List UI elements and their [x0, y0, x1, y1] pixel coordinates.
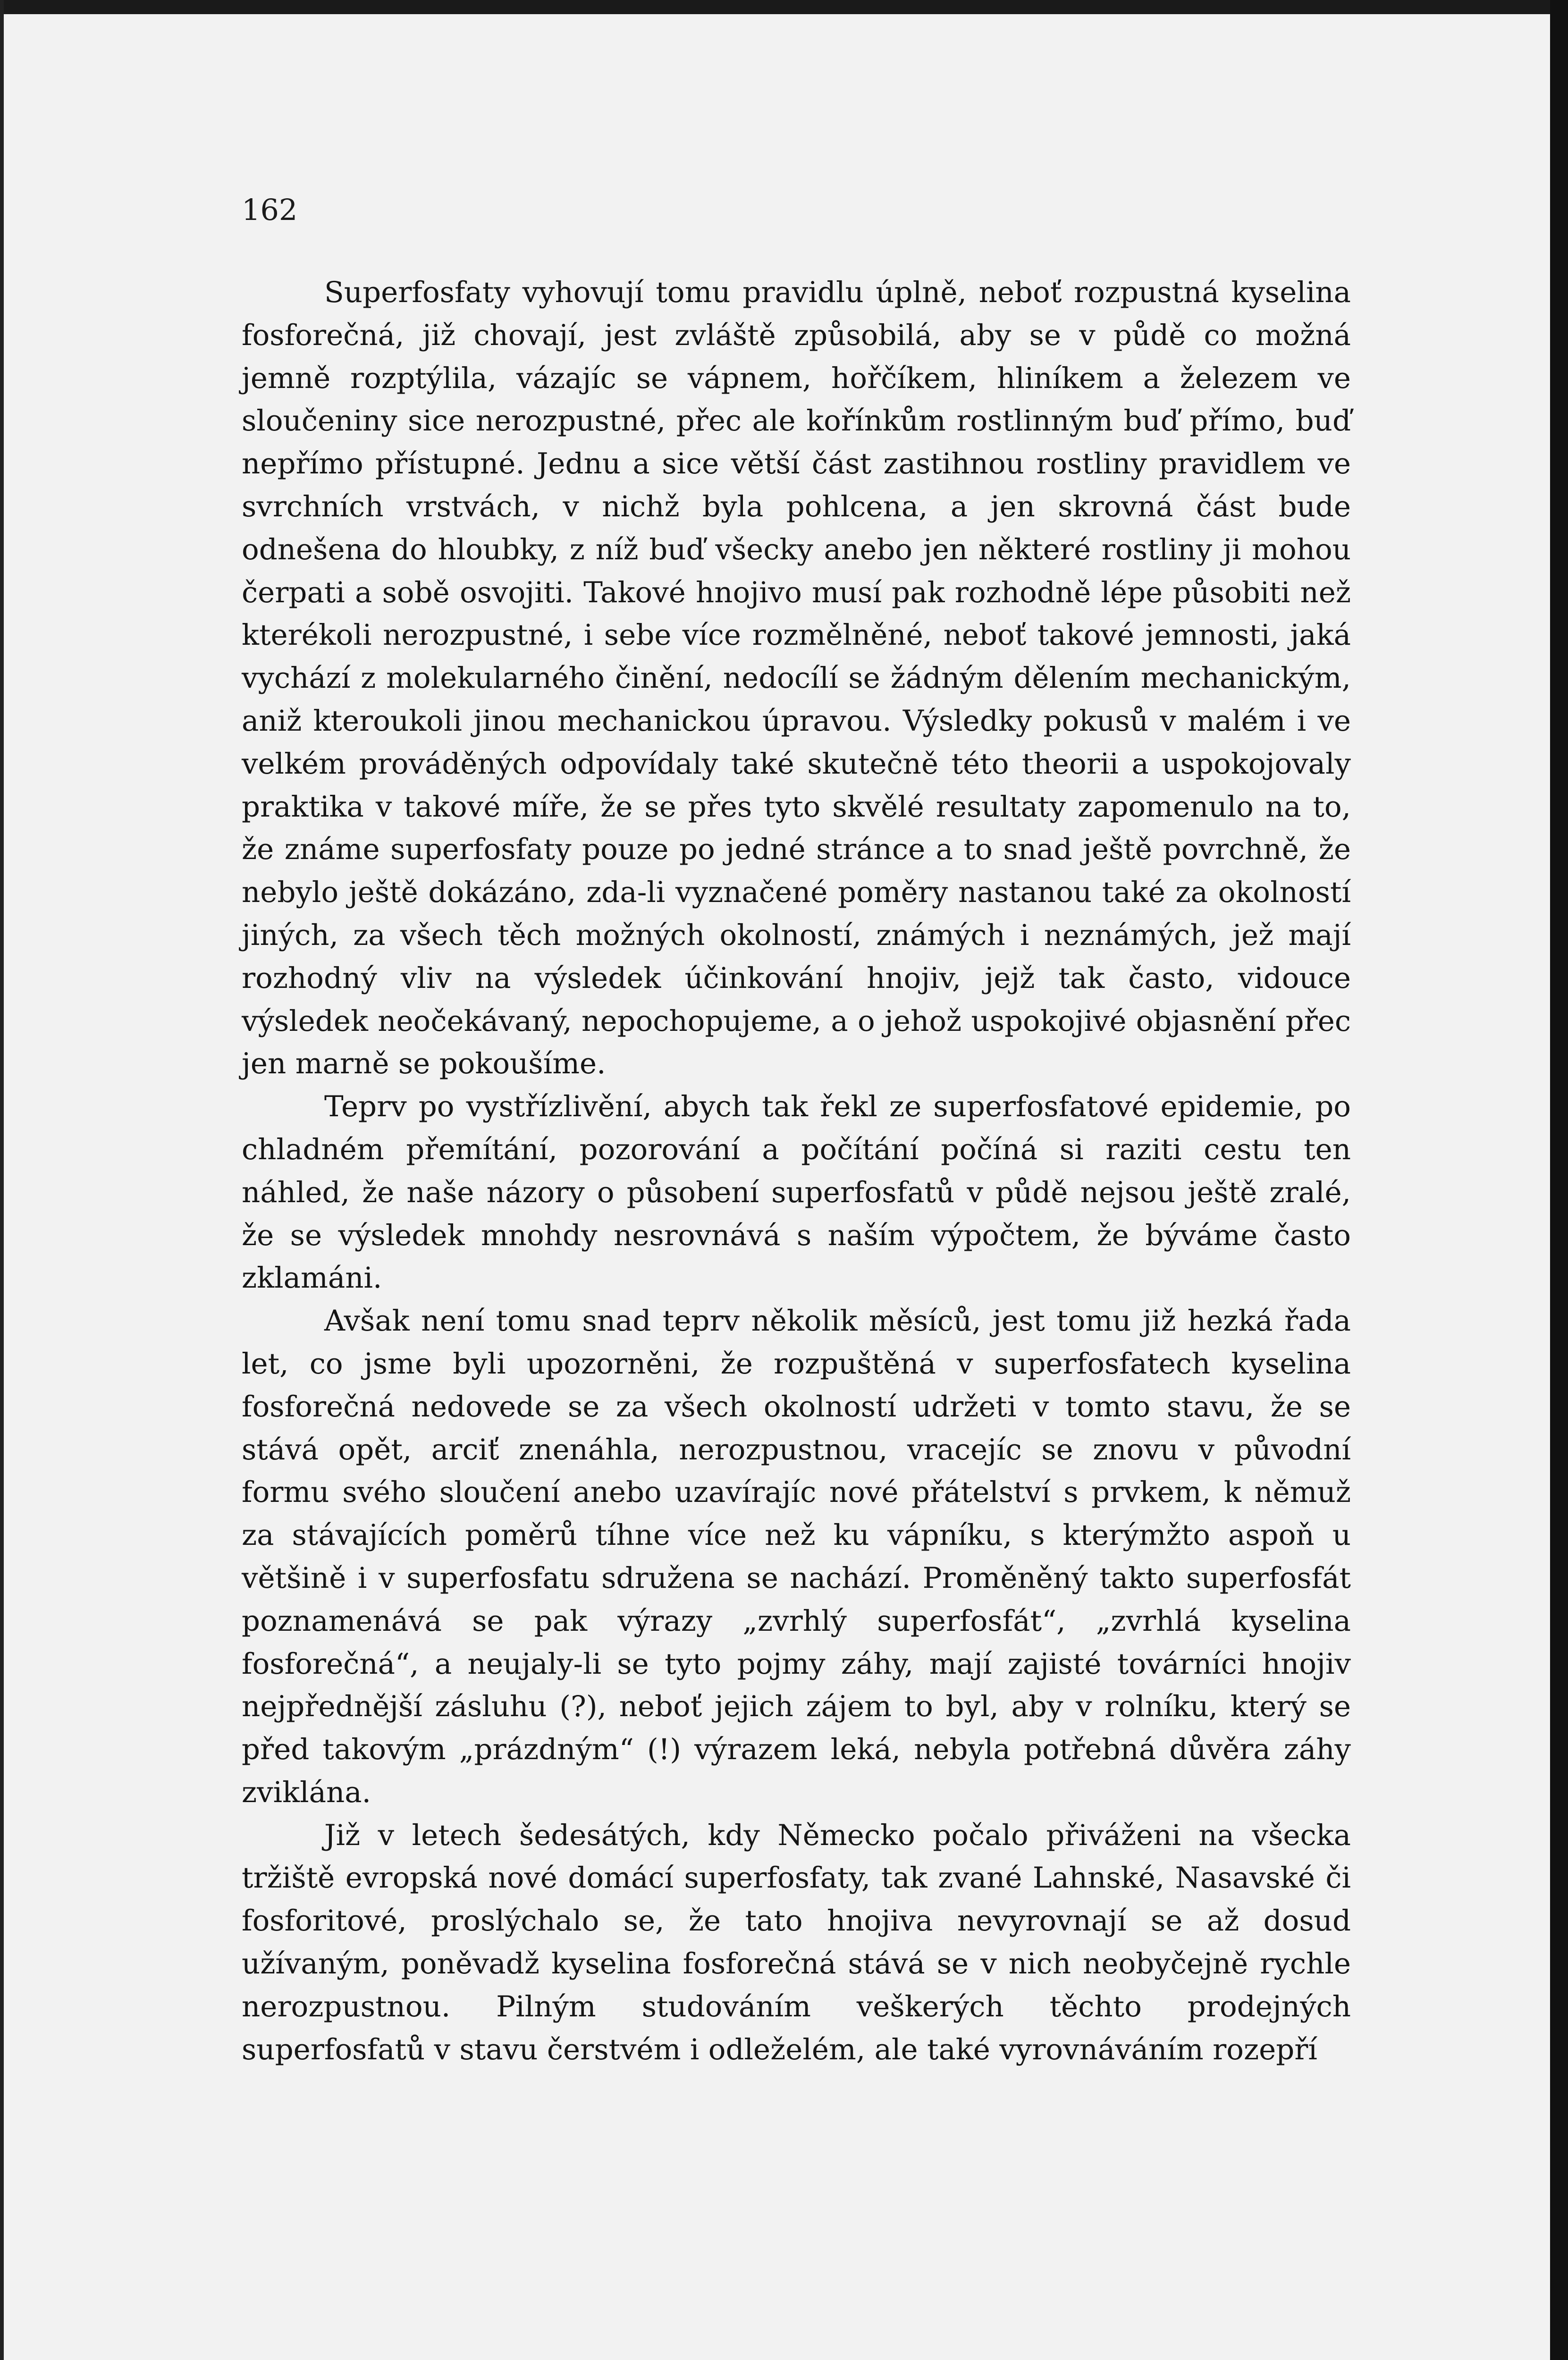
paragraph-2: Teprv po vystřízlivění, abych tak řekl ze superfosfatové epidemie, po chladném přemítání, pozorování a počítání počíná si raziti cestu ten náhled, že naše názory o působení superfosfatů v půdě nejsou ještě zralé, že se výsledek mnohdy nesrovnává s naším výpočtem, že býváme často zklamáni. — [242, 1090, 1351, 1295]
scan-border-right — [1550, 0, 1568, 2360]
body-text — [242, 271, 1351, 2071]
scan-border-left — [0, 0, 4, 2360]
page-number: 162 — [242, 193, 298, 227]
paragraph-3: Avšak není tomu snad teprv několik měsíců, jest tomu již hezká řada let, co jsme byli upozorněni, že rozpuštěná v superfosfatech kyselina fosforečná nedovede se za všech okolností udržeti v tomto stavu, že se stává opět, arciť znenáhla, nerozpustnou, vracejíc se znovu v původní formu svého sloučení anebo uzavírajíc nové přátelství s prvkem, k němuž za stávajících poměrů tíhne více než ku vápníku, s kterýmžto aspoň u většině i v superfosfatu sdružena se nachází. Proměněný takto superfosfát poznamenává se pak výrazy „zvrhlý superfosfát“, „zvrhlá kyselina fosforečná“, a neujaly-li se tyto pojmy záhy, mají zajisté továrníci hnojiv nejpřednější zásluhu (?), neboť jejich zájem to byl, aby v rolníku, který se před takovým „prázdným“ (!) výrazem leká, nebyla potřebná důvěra záhy zviklána. — [242, 1304, 1351, 1809]
paragraph-1: Superfosfaty vyhovují tomu pravidlu úplně, neboť rozpustná kyselina fosforečná, již chovají, jest zvláště způsobilá, aby se v půdě co možná jemně rozptýlila, vázajíc se vápnem, hořčíkem, hliníkem a železem ve sloučeniny sice nerozpustné, přec ale kořínkům rostlinným buď přímo, buď nepřímo přístupné. Jednu a sice větší část zastihnou rostliny pravidlem ve svrchních vrstvách, v nichž byla pohlcena, a jen skrovná část bude odnešena do hloubky, z níž buď všecky anebo jen některé rostliny ji mohou čerpati a sobě osvojiti. Takové hnojivo musí pak rozhodně lépe působiti než kterékoli nerozpustné, i sebe více rozmělněné, neboť takové jemnosti, jaká vychází z molekularného činění, nedocílí se žádným dělením mechanickým, aniž kteroukoli jinou mechanickou úpravou. Výsledky pokusů v malém i ve velkém prováděných odpovídaly také skutečně této theorii a uspokojovaly praktika v takové míře, že se přes tyto skvělé resultaty zapomenulo na to, že známe superfosfaty pouze po jedné stránce a to snad ještě povrchně, že nebylo ještě dokázáno, zda-li vyznačené poměry nastanou také za okolností jiných, za všech těch možných okolností, známých i neznámých, jež mají rozhodný vliv na výsledek účinkování hnojiv, jejž tak často, vidouce výsledek neočekávaný, nepochopujeme, a o jehož uspokojivé objasnění přec jen marně se pokoušíme. — [242, 276, 1351, 1081]
paragraph-4: Již v letech šedesátých, kdy Německo počalo přiváženi na všecka tržiště evropská nové domácí superfosfaty, tak zvané Lahnské, Nasavské či fosforitové, proslýchalo se, že tato hnojiva nevyrovnají se až dosud užívaným, poněvadž kyselina fosforečná stává se v nich neobyčejně rychle nerozpustnou. Pilným studováním veškerých těchto prodejných superfosfatů v stavu čerstvém i odleželém, ale také vyrovnáváním rozepří — [242, 1818, 1351, 2066]
scan-border-top — [0, 0, 1568, 14]
